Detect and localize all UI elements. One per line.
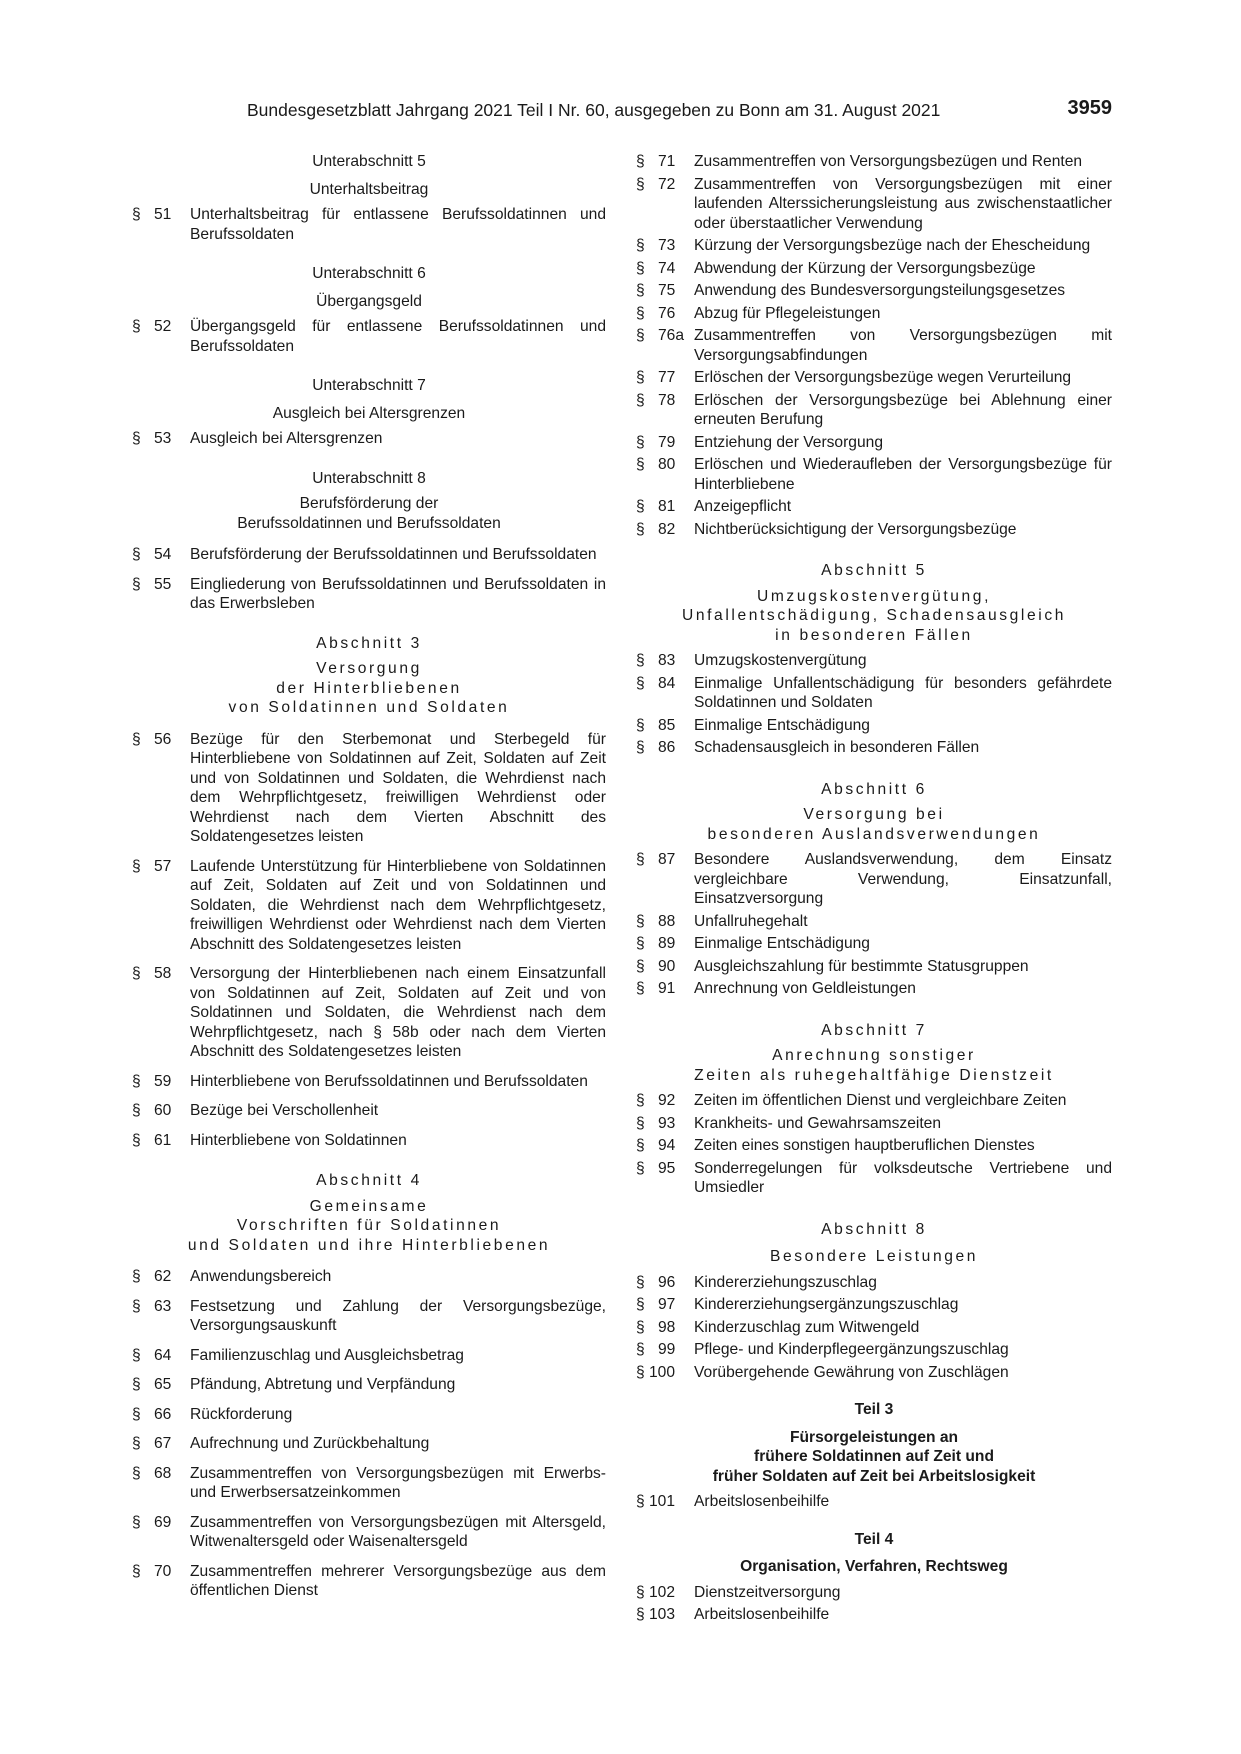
part-title: früher Soldaten auf Zeit bei Arbeitslosigkeit xyxy=(712,1467,1036,1485)
paragraph-number: 77 xyxy=(658,369,676,386)
paragraph-title: Zusammentreffen von Versorgungsbezügen mit Erwerbs- und Erwerbsersatzeinkommen xyxy=(190,1464,606,1501)
toc-entry xyxy=(132,1072,606,1092)
toc-entry xyxy=(636,738,1112,758)
toc-entry xyxy=(132,1464,606,1503)
paragraph-title: Kindererziehungsergänzungszuschlag xyxy=(694,1296,959,1313)
section-label: Abschnitt 7 xyxy=(821,1021,927,1039)
paragraph-title: Entziehung der Versorgung xyxy=(694,433,883,451)
paragraph-number: § 103 xyxy=(636,1606,676,1623)
toc-entry xyxy=(636,1114,1112,1134)
paragraph-number: § 101 xyxy=(636,1493,676,1510)
paragraph-sign: § xyxy=(636,1341,645,1358)
toc-entry xyxy=(636,520,1112,540)
toc-entry xyxy=(636,850,1112,909)
paragraph-title: Zusammentreffen mehrerer Versorgungsbezüge aus dem öffentlichen Dienst xyxy=(190,1562,606,1599)
header-title: Bundesgesetzblatt Jahrgang 2021 Teil I Nr. 60, ausgegeben zu Bonn am 31. August 2021 xyxy=(247,100,941,120)
paragraph-title: Dienstzeitversorgung xyxy=(694,1583,841,1601)
paragraph-number: 74 xyxy=(658,259,676,277)
paragraph-title: Zusammentreffen von Versorgungsbezügen und Renten xyxy=(694,153,1083,170)
paragraph-number: 82 xyxy=(658,520,676,538)
paragraph-number: 78 xyxy=(658,391,676,409)
toc-entry xyxy=(636,1583,1112,1603)
paragraph-title: Anrechnung von Geldleistungen xyxy=(694,980,916,997)
paragraph-number: 66 xyxy=(154,1405,172,1423)
paragraph-title: Zusammentreffen von Versorgungsbezügen mit Versorgungsabfindungen xyxy=(694,327,1112,364)
toc-entry xyxy=(636,1492,1112,1512)
paragraph-title: Arbeitslosenbeihilfe xyxy=(694,1606,830,1623)
paragraph-number: § 102 xyxy=(636,1583,676,1601)
paragraph-number: 62 xyxy=(154,1268,172,1285)
paragraph-sign: § xyxy=(636,175,645,193)
paragraph-title: Festsetzung und Zahlung der Versorgungsbezüge, Versorgungsauskunft xyxy=(190,1297,606,1334)
section-title: Unfallentschädigung, Schadensausgleich xyxy=(681,607,1067,624)
paragraph-sign: § xyxy=(132,1297,141,1315)
paragraph-sign: § xyxy=(132,546,141,563)
paragraph-sign: § xyxy=(636,1114,645,1132)
toc-entry xyxy=(132,1101,606,1121)
toc-entry xyxy=(132,429,606,449)
paragraph-sign: § xyxy=(132,1131,141,1149)
section-title: Versorgung xyxy=(316,660,422,677)
paragraph-number: 58 xyxy=(154,965,172,982)
paragraph-title: Nichtberücksichtigung der Versorgungsbezüge xyxy=(694,520,1017,538)
toc-entry xyxy=(636,1605,1112,1625)
paragraph-sign: § xyxy=(132,575,141,593)
paragraph-title: Erlöschen der Versorgungsbezüge wegen Verurteilung xyxy=(694,369,1072,386)
paragraph-sign: § xyxy=(132,430,141,447)
paragraph-number: 59 xyxy=(154,1072,172,1090)
toc-entry xyxy=(636,152,1112,172)
toc-entry xyxy=(636,957,1112,977)
toc-entry xyxy=(132,205,606,244)
section-title: Gemeinsame xyxy=(309,1197,429,1215)
paragraph-title: Zusammentreffen von Versorgungsbezügen mit einer laufenden Alterssicherungsleistung aus zwischenstaatlicher oder überstaatlicher Verwendung xyxy=(694,175,1112,232)
toc-entry xyxy=(636,391,1112,430)
paragraph-number: 90 xyxy=(658,957,676,975)
paragraph-sign: § xyxy=(132,1102,141,1119)
section-title: Versorgung bei xyxy=(803,806,945,823)
paragraph-number: 75 xyxy=(658,282,676,299)
paragraph-sign: § xyxy=(636,739,645,756)
section-title: Berufssoldatinnen und Berufssoldaten xyxy=(237,514,501,532)
paragraph-title: Pfändung, Abtretung und Verpfändung xyxy=(190,1376,456,1393)
toc-entry xyxy=(636,716,1112,736)
part-label: Teil 3 xyxy=(854,1401,894,1418)
paragraph-sign: § xyxy=(636,1137,645,1154)
paragraph-title: Unterhaltsbeitrag für entlassene Berufssoldatinnen und Berufssoldaten xyxy=(190,206,606,243)
toc-entry xyxy=(132,1405,606,1425)
paragraph-sign: § xyxy=(636,391,645,409)
paragraph-title: Bezüge für den Sterbemonat und Sterbegeld für Hinterbliebene von Soldatinnen auf Zeit, Soldaten auf Zeit und von Soldatinnen und Soldaten, die Wehrdienst nach dem Wehrpflichtgesetz, freiwilligen Wehrdienst oder Wehrdienst nach dem Vierten Abschnitt des Soldatengesetzes leisten xyxy=(190,730,606,845)
toc-entry xyxy=(636,497,1112,517)
toc-entry xyxy=(132,1434,606,1454)
section-title: und Soldaten und ihre Hinterbliebenen xyxy=(187,1236,551,1254)
section-label: Abschnitt 5 xyxy=(821,562,927,579)
toc-entry xyxy=(132,545,606,565)
toc-entry xyxy=(636,326,1112,365)
paragraph-title: Familienzuschlag und Ausgleichsbetrag xyxy=(190,1346,464,1364)
paragraph-number: 63 xyxy=(154,1297,172,1315)
paragraph-sign: § xyxy=(636,520,645,538)
section-title: in besonderen Fällen xyxy=(775,626,973,644)
paragraph-sign: § xyxy=(636,716,645,734)
paragraph-number: 85 xyxy=(658,716,676,734)
paragraph-title: Anwendungsbereich xyxy=(190,1268,332,1285)
toc-entry xyxy=(132,1562,606,1601)
toc-entry xyxy=(636,1091,1112,1111)
paragraph-number: 92 xyxy=(658,1092,676,1109)
paragraph-title: Laufende Unterstützung für Hinterbliebene von Soldatinnen auf Zeit, Soldaten auf Zeit und von Soldatinnen und Soldaten, die Wehrdienst nach dem Wehrpflichtgesetz, freiwilligen Wehrdienst oder Wehrdienst nach dem Vierten Abschnitt des Soldatengesetzes leisten xyxy=(190,857,606,953)
paragraph-sign: § xyxy=(636,456,645,473)
paragraph-number: 76 xyxy=(658,304,676,322)
paragraph-number: 68 xyxy=(154,1464,172,1482)
paragraph-number: 71 xyxy=(658,153,676,170)
paragraph-number: 89 xyxy=(658,935,676,952)
paragraph-number: 55 xyxy=(154,575,172,593)
paragraph-title: Hinterbliebene von Berufssoldatinnen und Berufssoldaten xyxy=(190,1072,588,1090)
paragraph-title: Berufsförderung der Berufssoldatinnen und Berufssoldaten xyxy=(190,546,597,563)
paragraph-sign: § xyxy=(636,652,645,669)
toc-entry xyxy=(636,1363,1112,1383)
toc-entry xyxy=(132,317,606,356)
paragraph-sign: § xyxy=(132,857,141,875)
paragraph-title: Bezüge bei Verschollenheit xyxy=(190,1102,379,1119)
paragraph-number: 61 xyxy=(154,1131,172,1149)
paragraph-number: 94 xyxy=(658,1137,676,1154)
paragraph-number: 98 xyxy=(658,1318,676,1336)
paragraph-sign: § xyxy=(636,369,645,386)
paragraph-title: Ausgleichszahlung für bestimmte Statusgruppen xyxy=(694,957,1029,975)
paragraph-sign: § xyxy=(636,433,645,451)
toc-entry xyxy=(132,575,606,614)
paragraph-sign: § xyxy=(636,1318,645,1336)
paragraph-number: 96 xyxy=(658,1273,676,1291)
paragraph-title: Besondere Auslandsverwendung, dem Einsatz vergleichbare Verwendung, Einsatzunfall, Einsatzversorgung xyxy=(694,851,1112,907)
toc-entry xyxy=(132,730,606,847)
section-label: Abschnitt 6 xyxy=(821,780,927,798)
part-title: frühere Soldatinnen auf Zeit und xyxy=(754,1448,994,1465)
paragraph-sign: § xyxy=(636,935,645,952)
paragraph-number: 67 xyxy=(154,1435,172,1452)
paragraph-title: Erlöschen und Wiederaufleben der Versorgungsbezüge für Hinterbliebene xyxy=(694,456,1112,493)
paragraph-title: Vorübergehende Gewährung von Zuschlägen xyxy=(694,1363,1009,1381)
toc-entry xyxy=(636,912,1112,932)
paragraph-sign: § xyxy=(636,237,645,254)
paragraph-title: Zeiten im öffentlichen Dienst und vergleichbare Zeiten xyxy=(694,1092,1067,1109)
toc-entry xyxy=(636,455,1112,494)
paragraph-sign: § xyxy=(636,851,645,868)
toc-entry xyxy=(132,964,606,1062)
paragraph-title: Kindererziehungszuschlag xyxy=(694,1273,877,1291)
toc-entry xyxy=(132,857,606,955)
toc-entry xyxy=(636,1340,1112,1360)
paragraph-sign: § xyxy=(636,980,645,997)
paragraph-title: Ausgleich bei Altersgrenzen xyxy=(190,430,383,447)
section-label: Unterabschnitt 5 xyxy=(312,153,426,170)
paragraph-title: Kinderzuschlag zum Witwengeld xyxy=(694,1318,920,1336)
paragraph-sign: § xyxy=(636,912,645,930)
paragraph-number: 99 xyxy=(658,1341,676,1358)
toc-entry xyxy=(636,175,1112,234)
paragraph-number: 56 xyxy=(154,730,172,748)
paragraph-number: 73 xyxy=(658,237,676,254)
paragraph-sign: § xyxy=(132,318,141,335)
toc-entry xyxy=(132,1375,606,1395)
section-title: von Soldatinnen und Soldaten xyxy=(228,699,510,716)
paragraph-title: Schadensausgleich in besonderen Fällen xyxy=(694,739,980,756)
paragraph-number: 97 xyxy=(658,1296,676,1313)
toc-entry xyxy=(132,1346,606,1366)
paragraph-number: 83 xyxy=(658,652,676,669)
part-title: Fürsorgeleistungen an xyxy=(789,1428,959,1446)
page-number: 3959 xyxy=(1067,97,1112,119)
section-title: Besondere Leistungen xyxy=(769,1248,979,1265)
paragraph-sign: § xyxy=(636,304,645,322)
paragraph-number: 65 xyxy=(154,1376,172,1393)
toc-entry xyxy=(636,304,1112,324)
toc-entry xyxy=(636,259,1112,279)
paragraph-sign: § xyxy=(636,282,645,299)
paragraph-number: 53 xyxy=(154,430,172,447)
paragraph-title: Abwendung der Kürzung der Versorgungsbezüge xyxy=(694,259,1036,277)
paragraph-title: Anwendung des Bundesversorgungsteilungsgesetzes xyxy=(694,282,1066,299)
paragraph-title: Einmalige Entschädigung xyxy=(694,716,870,734)
paragraph-number: 91 xyxy=(658,980,676,997)
paragraph-number: 54 xyxy=(154,546,172,563)
paragraph-sign: § xyxy=(132,1435,141,1452)
paragraph-number: 57 xyxy=(154,857,172,875)
paragraph-sign: § xyxy=(132,1513,141,1531)
paragraph-title: Aufrechnung und Zurückbehaltung xyxy=(190,1435,430,1452)
paragraph-number: 95 xyxy=(658,1159,676,1177)
section-title: Ausgleich bei Altersgrenzen xyxy=(272,404,466,422)
paragraph-number: 87 xyxy=(658,851,676,868)
paragraph-title: Abzug für Pflegeleistungen xyxy=(694,304,881,322)
paragraph-number: 80 xyxy=(658,456,676,473)
paragraph-sign: § xyxy=(636,327,645,344)
paragraph-title: Rückforderung xyxy=(190,1405,293,1423)
section-label: Abschnitt 4 xyxy=(316,1172,422,1189)
toc-entry xyxy=(636,934,1112,954)
toc-entry xyxy=(636,1159,1112,1198)
section-title: Berufsförderung der xyxy=(299,495,439,512)
paragraph-sign: § xyxy=(636,498,645,515)
paragraph-sign: § xyxy=(636,153,645,170)
paragraph-sign: § xyxy=(132,1405,141,1423)
section-title: der Hinterbliebenen xyxy=(276,679,462,697)
paragraph-number: 72 xyxy=(658,175,676,193)
paragraph-number: 81 xyxy=(658,498,676,515)
toc-entry xyxy=(636,651,1112,671)
toc-entry xyxy=(636,674,1112,713)
paragraph-title: Unfallruhegehalt xyxy=(694,912,808,930)
paragraph-title: Krankheits- und Gewahrsamszeiten xyxy=(694,1114,942,1132)
paragraph-title: Übergangsgeld für entlassene Berufssoldatinnen und Berufssoldaten xyxy=(190,318,606,355)
toc-entry xyxy=(636,433,1112,453)
paragraph-title: Zeiten eines sonstigen hauptberuflichen Dienstes xyxy=(694,1137,1035,1154)
paragraph-number: 88 xyxy=(658,912,676,930)
paragraph-sign: § xyxy=(636,1159,645,1177)
paragraph-sign: § xyxy=(132,1464,141,1482)
paragraph-sign: § xyxy=(636,1273,645,1291)
paragraph-number: 52 xyxy=(154,318,172,335)
paragraph-number: 79 xyxy=(658,433,676,451)
toc-entry xyxy=(636,979,1112,999)
toc-entry xyxy=(132,1297,606,1336)
page-header xyxy=(132,97,1112,127)
paragraph-number: 86 xyxy=(658,739,676,756)
part-title: Organisation, Verfahren, Rechtsweg xyxy=(740,1558,1008,1575)
paragraph-number: 69 xyxy=(154,1513,172,1531)
part-label: Teil 4 xyxy=(854,1530,894,1548)
toc-entry xyxy=(636,1273,1112,1293)
paragraph-title: Erlöschen der Versorgungsbezüge bei Ablehnung einer erneuten Berufung xyxy=(694,391,1112,428)
paragraph-sign: § xyxy=(132,1268,141,1285)
toc-entry xyxy=(132,1513,606,1552)
section-title: Unterhaltsbeitrag xyxy=(309,180,429,198)
toc-entry xyxy=(132,1267,606,1287)
paragraph-sign: § xyxy=(132,1346,141,1364)
paragraph-title: Anzeigepflicht xyxy=(694,498,792,515)
section-title: Zeiten als ruhegehaltfähige Dienstzeit xyxy=(694,1066,1054,1084)
paragraph-sign: § xyxy=(132,206,141,223)
paragraph-title: Arbeitslosenbeihilfe xyxy=(694,1493,830,1510)
paragraph-sign: § xyxy=(636,674,645,692)
paragraph-sign: § xyxy=(636,957,645,975)
paragraph-sign: § xyxy=(132,965,141,982)
paragraph-title: Pflege- und Kinderpflegeergänzungszuschlag xyxy=(694,1341,1009,1358)
paragraph-number: § 100 xyxy=(636,1363,676,1381)
toc-entry xyxy=(132,1131,606,1151)
section-title: Übergangsgeld xyxy=(316,292,422,310)
paragraph-title: Umzugskostenvergütung xyxy=(694,652,867,669)
paragraph-sign: § xyxy=(636,1092,645,1109)
paragraph-sign: § xyxy=(132,1072,141,1090)
section-label: Abschnitt 8 xyxy=(821,1220,927,1238)
paragraph-sign: § xyxy=(132,730,141,748)
section-label: Unterabschnitt 6 xyxy=(312,265,426,282)
paragraph-title: Versorgung der Hinterbliebenen nach einem Einsatzunfall von Soldatinnen auf Zeit, Soldaten auf Zeit und von Soldatinnen und Soldaten, die Wehrdienst nach dem Wehrpflichtgesetz, nach § 58b oder nach dem Vierten Abschnitt des Soldatengesetzes leisten xyxy=(190,965,606,1060)
paragraph-sign: § xyxy=(636,259,645,277)
section-title: Anrechnung sonstiger xyxy=(772,1047,976,1064)
paragraph-title: Kürzung der Versorgungsbezüge nach der Ehescheidung xyxy=(694,237,1091,254)
toc-entry xyxy=(636,368,1112,388)
toc-entry xyxy=(636,236,1112,256)
paragraph-number: 93 xyxy=(658,1114,676,1132)
toc-entry xyxy=(636,1318,1112,1338)
paragraph-title: Hinterbliebene von Soldatinnen xyxy=(190,1131,407,1149)
toc-entry xyxy=(636,281,1112,301)
paragraph-number: 70 xyxy=(154,1562,172,1580)
paragraph-number: 51 xyxy=(154,206,172,223)
section-title: Vorschriften für Soldatinnen xyxy=(236,1217,502,1234)
section-label: Unterabschnitt 7 xyxy=(312,377,426,394)
paragraph-sign: § xyxy=(132,1376,141,1393)
paragraph-title: Zusammentreffen von Versorgungsbezügen mit Altersgeld, Witwenaltersgeld oder Waisenaltersgeld xyxy=(190,1513,606,1550)
paragraph-title: Sonderregelungen für volksdeutsche Vertriebene und Umsiedler xyxy=(694,1159,1112,1196)
paragraph-number: 76a xyxy=(658,327,685,344)
right-column xyxy=(636,152,1112,1625)
toc-entry xyxy=(636,1136,1112,1156)
section-title: Umzugskostenvergütung, xyxy=(756,587,992,605)
paragraph-title: Einmalige Entschädigung xyxy=(694,935,870,952)
paragraph-sign: § xyxy=(636,1296,645,1313)
section-title: besonderen Auslandsverwendungen xyxy=(707,825,1041,843)
toc-entry xyxy=(636,1295,1112,1315)
section-label: Abschnitt 3 xyxy=(316,634,422,652)
left-column xyxy=(132,152,606,1601)
paragraph-title: Eingliederung von Berufssoldatinnen und Berufssoldaten in das Erwerbsleben xyxy=(190,575,606,612)
paragraph-sign: § xyxy=(132,1562,141,1580)
paragraph-number: 60 xyxy=(154,1102,172,1119)
paragraph-title: Einmalige Unfallentschädigung für besonders gefährdete Soldatinnen und Soldaten xyxy=(694,674,1112,711)
section-label: Unterabschnitt 8 xyxy=(312,469,426,487)
paragraph-number: 84 xyxy=(658,674,676,692)
paragraph-number: 64 xyxy=(154,1346,172,1364)
